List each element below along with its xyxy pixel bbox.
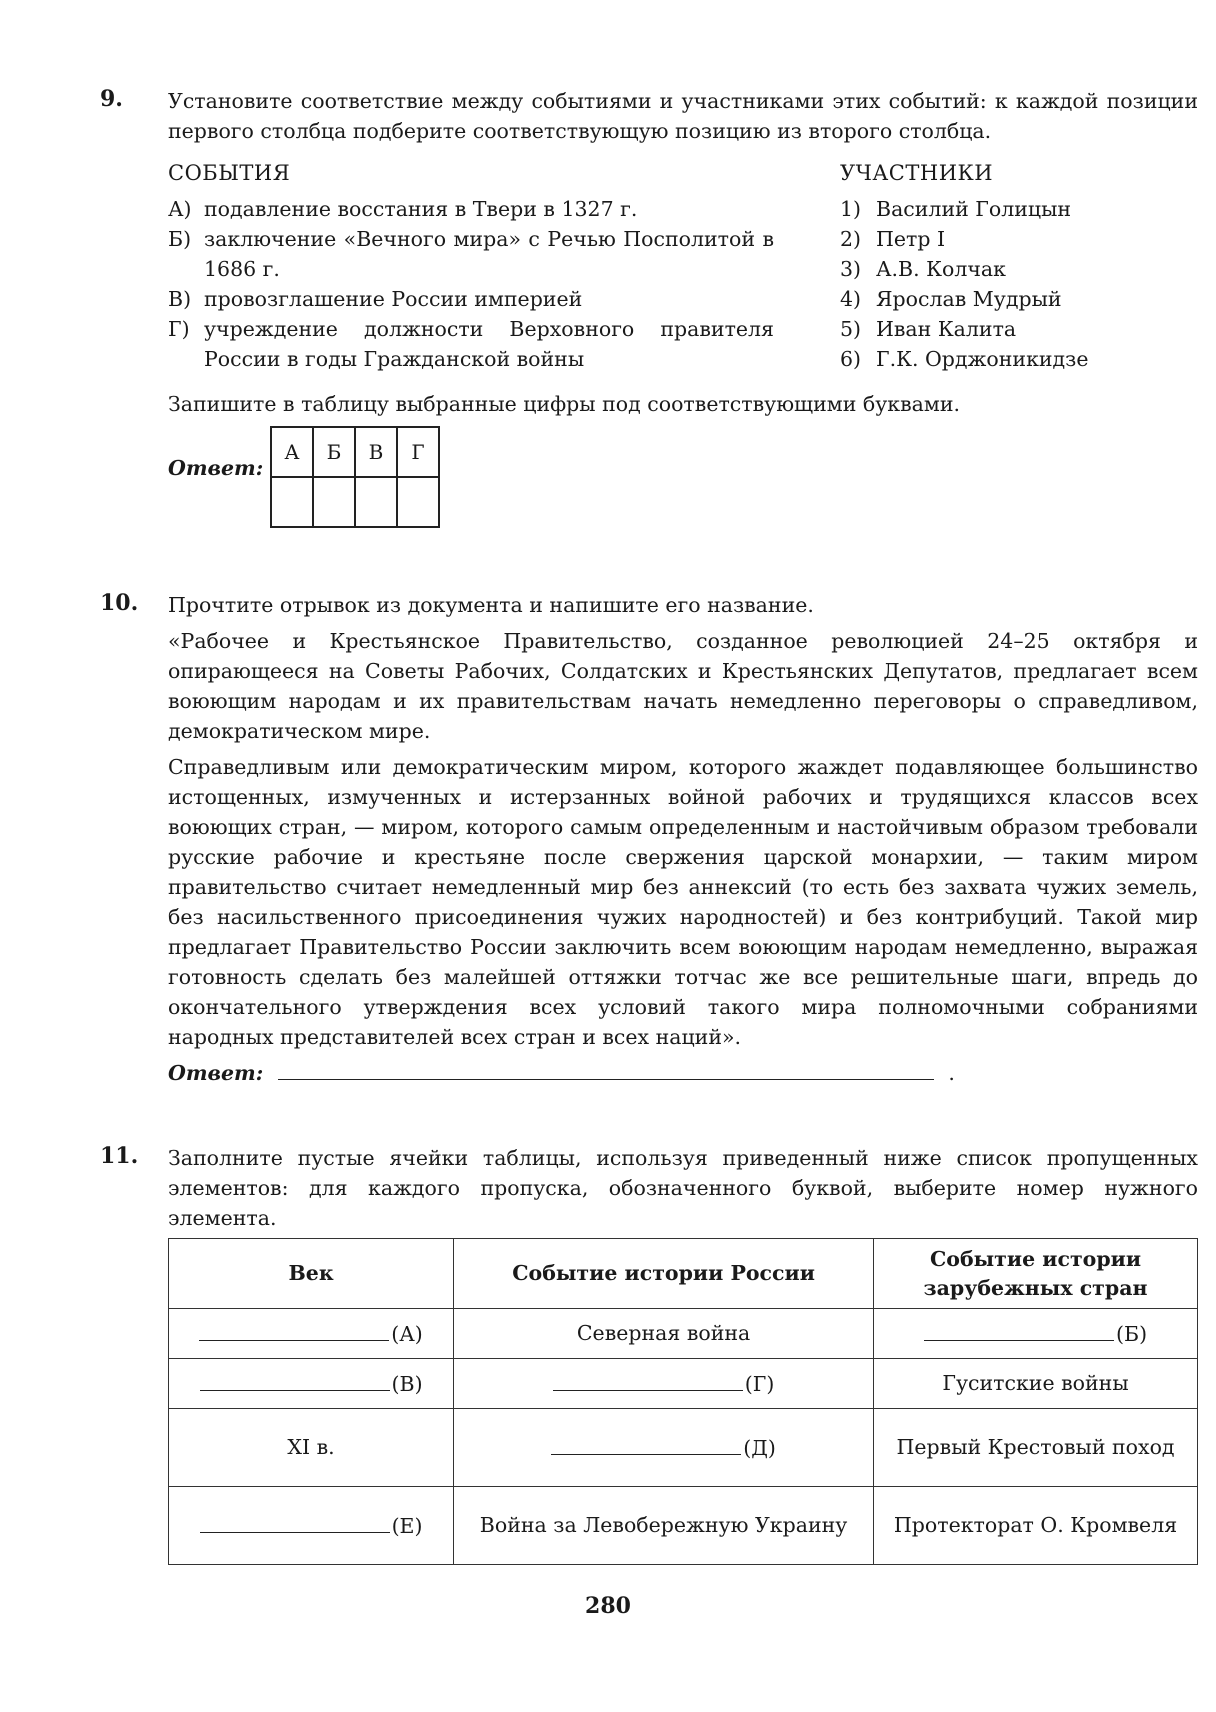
blank[interactable] [551, 1432, 741, 1455]
participant-item: 1) Василий Голицын [840, 197, 1072, 221]
participants-heading: УЧАСТНИКИ [840, 161, 994, 185]
table-cell: Первый Крестовый поход [874, 1409, 1198, 1487]
table-cell: (Д) [454, 1409, 874, 1487]
answer-letter: Б [313, 427, 355, 477]
table-row [169, 1487, 1198, 1565]
task-number: 11. [100, 1143, 139, 1169]
table-cell: (Б) [874, 1309, 1198, 1359]
participants-list [840, 194, 1200, 374]
task-instruction: Установите соответствие между событиями и участниками этих событий: к каждой позиции первого столбца подберите соответствующую позицию из второго столбца. [168, 89, 1198, 143]
answer-line: Ответ: . [168, 1061, 955, 1085]
event-item: В) провозглашение России империей [168, 287, 583, 311]
document-paragraph: «Рабочее и Крестьянское Правительство, созданное революцией 24–25 октября и опирающееся на Советы Рабочих, Солдатских и Крестьянских Депутатов, предлагает всем воюющим народам и их правительствам начать немедленно переговоры о справедливом, демократическом мире. [168, 629, 1198, 743]
header-century: Век [169, 1239, 454, 1309]
blank[interactable] [199, 1318, 389, 1341]
blank[interactable] [924, 1318, 1114, 1341]
answer-cell[interactable] [313, 477, 355, 527]
table-row [169, 1409, 1198, 1487]
task-number: 9. [100, 86, 123, 112]
event-item: Б) заключение «Вечного мира» с Речью Посполитой в 1686 г. [168, 227, 774, 281]
table-cell: Протекторат О. Кромвеля [874, 1487, 1198, 1565]
participant-item: 5) Иван Калита [840, 317, 1017, 341]
header-foreign: Событие истории зарубежных стран [874, 1239, 1198, 1309]
blank[interactable] [200, 1368, 390, 1391]
participant-item: 3) А.В. Колчак [840, 257, 1006, 281]
events-heading: СОБЫТИЯ [168, 161, 291, 185]
event-item: Г) учреждение должности Верховного правителя России в годы Гражданской войны [168, 317, 774, 371]
events-column [168, 158, 774, 374]
answer-letter: А [271, 427, 313, 477]
table-cell: Война за Левобережную Украину [454, 1487, 874, 1565]
event-item: А) подавление восстания в Твери в 1327 г. [168, 197, 638, 221]
table-cell: (Е) [169, 1487, 454, 1565]
table-cell: (Г) [454, 1359, 874, 1409]
participant-item: 4) Ярослав Мудрый [840, 287, 1062, 311]
task-instruction: Прочтите отрывок из документа и напишите его название. [168, 593, 814, 617]
document-paragraph: Справедливым или демократическим миром, которого жаждет подавляющее большинство истощенных, измученных и истерзанных войной рабочих и трудящихся классов всех воюющих стран, — миром, которого самым определенным и настойчивым образом требовали русские рабочие и крестьяне после свержения царской монархии, — таким миром правительство считает немедленный мир без аннексий (то есть без захвата чужих земель, без насильственного присоединения чужих народностей) и без контрибуций. Такой мир предлагает Правительство России заключить всем воюющим народам немедленно, выражая готовность сделать без малейшей оттяжки тотчас же все решительные шаги, впредь до окончательного утверждения всех условий такого мира полномочными собраниями народных представителей всех стран и всех наций». [168, 755, 1198, 1049]
participants-column [840, 158, 1200, 374]
table-cell: Гуситские войны [874, 1359, 1198, 1409]
answer-letter: В [355, 427, 397, 477]
fill-table [168, 1238, 1198, 1565]
answer-blank[interactable] [278, 1079, 934, 1080]
table-cell: (А) [169, 1309, 454, 1359]
blank[interactable] [553, 1368, 743, 1391]
table-row [169, 1309, 1198, 1359]
events-list [168, 194, 774, 374]
answer-label: Ответ: [168, 456, 264, 480]
task-number: 10. [100, 590, 139, 616]
participant-item: 2) Петр I [840, 227, 946, 251]
table-cell: Северная война [454, 1309, 874, 1359]
answer-letter: Г [397, 427, 439, 477]
table-row [169, 1359, 1198, 1409]
answer-cell[interactable] [271, 477, 313, 527]
blank[interactable] [200, 1510, 390, 1533]
table-cell: XI в. [169, 1409, 454, 1487]
answer-label: Ответ: [168, 1061, 264, 1085]
table-instruction: Запишите в таблицу выбранные цифры под соответствующими буквами. [168, 392, 961, 416]
table-cell: (В) [169, 1359, 454, 1409]
answer-cell[interactable] [355, 477, 397, 527]
participant-item: 6) Г.К. Орджоникидзе [840, 347, 1089, 371]
answer-table [270, 426, 440, 528]
answer-cell[interactable] [397, 477, 439, 527]
page-number: 280 [585, 1593, 631, 1619]
task-instruction: Заполните пустые ячейки таблицы, используя приведенный ниже список пропущенных элементов: для каждого пропуска, обозначенного буквой, выберите номер нужного элемента. [168, 1146, 1198, 1230]
header-russia: Событие истории России [454, 1239, 874, 1309]
